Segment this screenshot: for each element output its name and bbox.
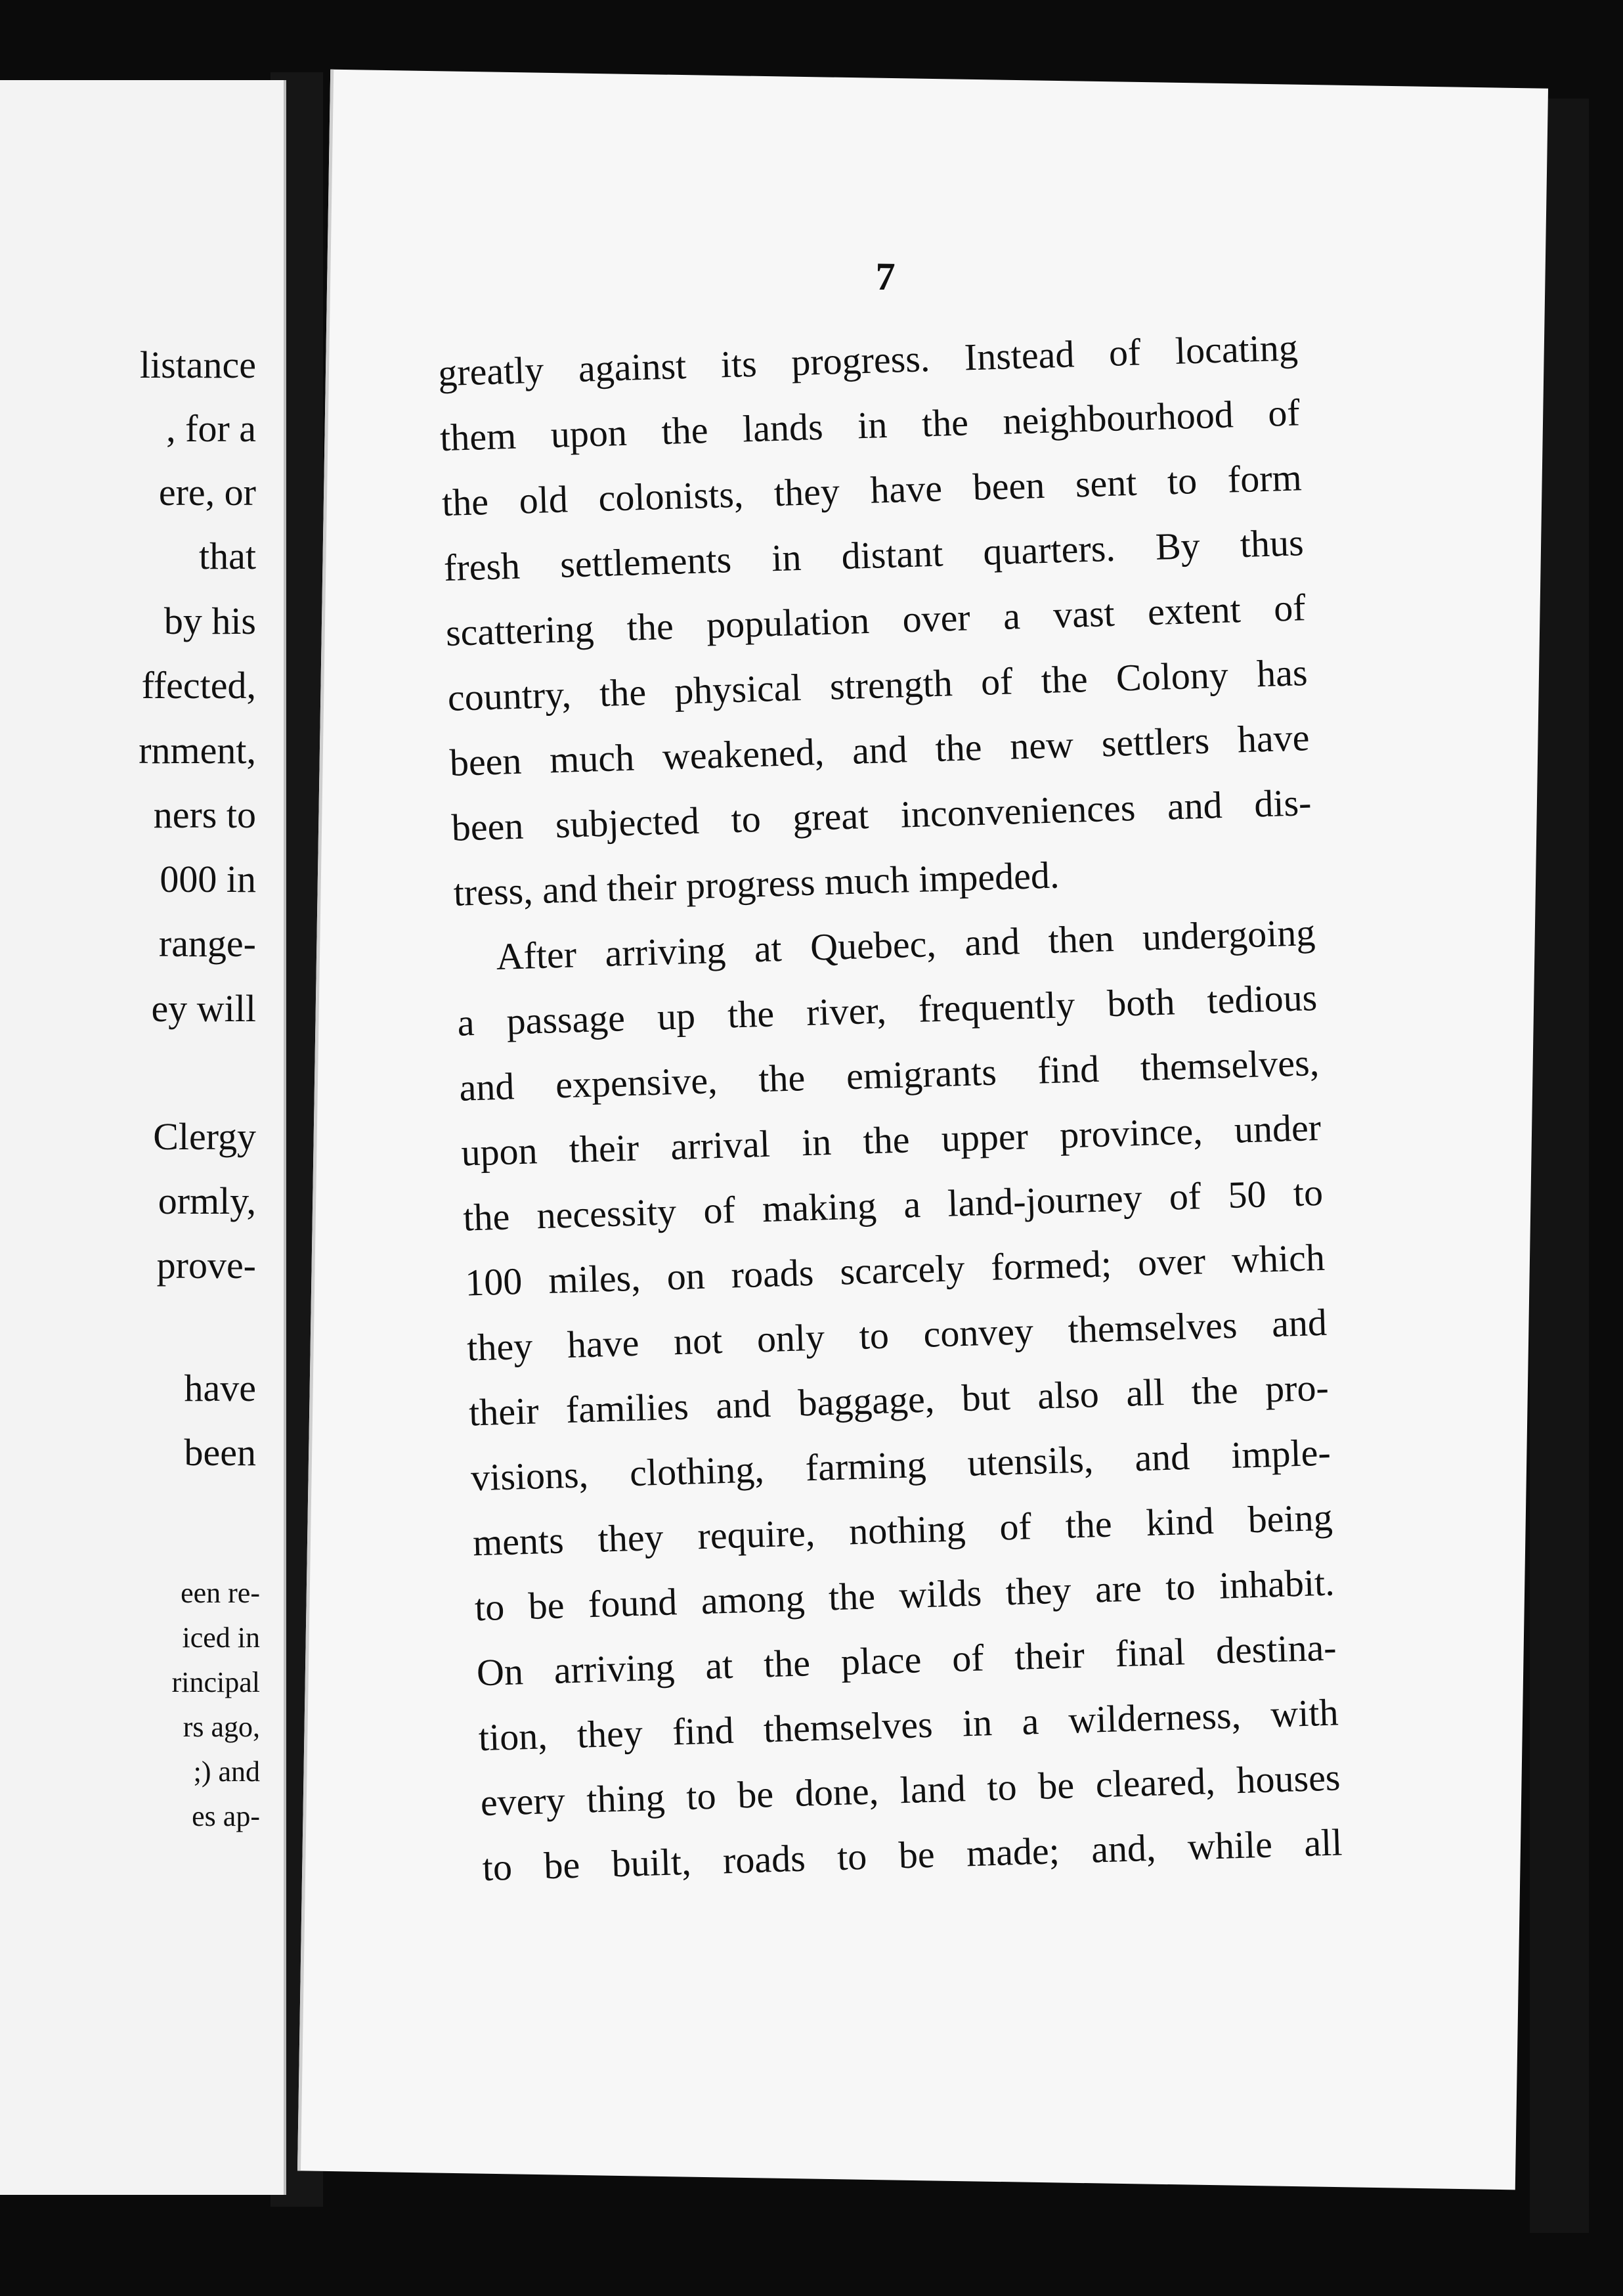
- left-page-fragment: ffected,: [141, 664, 256, 707]
- left-page-fragment: by his: [163, 600, 256, 642]
- left-page-fragment: ere, or: [158, 471, 256, 514]
- left-page-footnote-fragment: iced in: [182, 1622, 260, 1654]
- text-line: upon their arrival in the upper province, under: [460, 1105, 1322, 1174]
- text-line: tress, and their progress much impeded.: [452, 853, 1060, 914]
- left-page-fragment: ormly,: [158, 1180, 256, 1222]
- left-page-fragment: prove-: [156, 1244, 256, 1287]
- page-number: 7: [875, 254, 896, 299]
- left-page-footnote-fragment: ;) and: [193, 1755, 260, 1788]
- text-line: to be built, roads to be made; and, while all: [481, 1821, 1343, 1889]
- left-page-fragment: 000 in: [160, 858, 256, 900]
- text-line: ments they require, nothing of the kind being: [472, 1495, 1333, 1564]
- text-line: 100 miles, on roads scarcely formed; over which: [464, 1235, 1326, 1304]
- text-line: country, the physical strength of the Colony has: [446, 651, 1309, 719]
- text-line: and expensive, the emigrants find themselves,: [458, 1040, 1320, 1109]
- text-line: them upon the lands in the neighbourhood of: [439, 391, 1301, 460]
- text-line: they have not only to convey themselves and: [466, 1300, 1328, 1369]
- left-page-fragment: that: [199, 535, 256, 577]
- text-line: every thing to be done, land to be cleared, houses: [479, 1755, 1341, 1824]
- left-page-fragment: been: [184, 1431, 256, 1474]
- text-line: greatly against its progress. Instead of locating: [437, 326, 1299, 395]
- left-page-fragment: have: [184, 1367, 256, 1409]
- left-page-fragment: Clergy: [153, 1115, 256, 1158]
- text-line: tion, they find themselves in a wilderness, with: [477, 1690, 1339, 1759]
- text-line: to be found among the wilds they are to inhabit.: [474, 1560, 1335, 1629]
- text-line: fresh settlements in distant quarters. By thus: [443, 521, 1305, 590]
- left-page-fragment: rnment,: [139, 729, 256, 772]
- left-page-fragment: listance: [139, 343, 256, 386]
- left-page-fragment: ners to: [153, 793, 256, 836]
- left-page-footnote-fragment: rincipal: [171, 1666, 260, 1698]
- right-page: [297, 70, 1548, 2190]
- text-line: scattering the population over a vast extent of: [445, 586, 1307, 655]
- text-line: visions, clothing, farming utensils, and imple-: [470, 1430, 1331, 1499]
- text-line: After arriving at Quebec, and then undergoing: [495, 910, 1316, 978]
- text-line: their families and baggage, but also all the pro-: [468, 1365, 1330, 1434]
- left-page-fragment: ey will: [151, 987, 256, 1030]
- left-page: [0, 80, 286, 2195]
- text-line: a passage up the river, frequently both tedious: [456, 975, 1318, 1044]
- text-line: been subjected to great inconveniences and dis-: [450, 781, 1312, 849]
- text-line: the old colonists, they have been sent to form: [441, 456, 1303, 525]
- body-text: [437, 315, 1343, 1900]
- left-page-fragment: range-: [158, 922, 256, 965]
- left-page-fragment: , for a: [166, 407, 256, 450]
- text-line: been much weakened, and the new settlers have: [448, 716, 1310, 784]
- left-page-footnote-fragment: rs ago,: [183, 1711, 260, 1743]
- left-page-footnote-fragment: es ap-: [192, 1800, 260, 1832]
- text-line: the necessity of making a land-journey of 50 to: [462, 1170, 1324, 1239]
- left-page-footnote-fragment: een re-: [181, 1577, 260, 1609]
- text-line: On arriving at the place of their final destina-: [476, 1625, 1337, 1694]
